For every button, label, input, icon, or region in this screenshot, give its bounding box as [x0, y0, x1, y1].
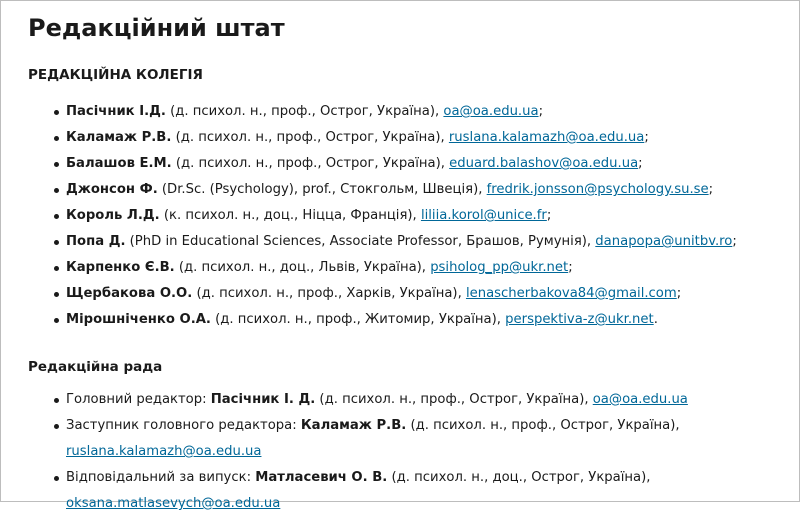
member-name: Джонсон Ф.: [66, 182, 158, 197]
member-end: ;: [568, 260, 573, 275]
editorial-board-heading: РЕДАКЦІЙНА КОЛЕГІЯ: [28, 67, 203, 83]
editorial-council-item: [66, 413, 772, 465]
council-details: (д. психол. н., проф., Острог, Україна),: [406, 418, 680, 433]
member-name: Пасічник І.Д.: [66, 104, 166, 119]
editorial-board-list: [28, 99, 772, 333]
council-role: Заступник головного редактора:: [66, 418, 301, 433]
member-end: ;: [732, 234, 737, 249]
council-role: Головний редактор:: [66, 392, 211, 407]
member-details: (д. психол. н., доц., Львів, Україна),: [174, 260, 431, 275]
member-end: ;: [546, 208, 552, 223]
member-email-link[interactable]: ruslana.kalamazh@oa.edu.ua: [448, 130, 645, 145]
council-details: (д. психол. н., проф., Острог, Україна),: [315, 392, 593, 407]
editorial-council-list: [28, 387, 772, 517]
member-name: Карпенко Є.В.: [66, 260, 175, 275]
member-email-link[interactable]: lenascherbakova84@gmail.com: [465, 286, 677, 301]
member-details: (д. психол. н., проф., Житомир, Україна),: [210, 312, 506, 327]
council-name: Матласевич О. В.: [255, 470, 388, 485]
editorial-board-member: [66, 125, 772, 151]
editorial-council-item: [66, 387, 772, 413]
member-details: (д. психол. н., проф., Острог, Україна),: [171, 156, 450, 171]
editorial-board-member: [66, 307, 772, 333]
member-email-link[interactable]: oa@oa.edu.ua: [443, 104, 539, 119]
editorial-board-member: [66, 177, 772, 203]
council-email-link[interactable]: oa@oa.edu.ua: [592, 392, 688, 407]
council-name: Пасічник І. Д.: [210, 392, 316, 407]
editorial-board-member: [66, 281, 772, 307]
member-end: ;: [644, 130, 649, 145]
council-email-link[interactable]: oksana.matlasevych@oa.edu.ua: [66, 496, 281, 511]
member-name: Щербакова О.О.: [66, 286, 193, 301]
editorial-board-member: [66, 151, 772, 177]
council-details: (д. психол. н., доц., Острог, Україна),: [387, 470, 651, 485]
member-email-link[interactable]: fredrik.jonsson@psychology.su.se: [486, 182, 709, 197]
editorial-staff-page: [1, 1, 799, 517]
member-email-link[interactable]: psiholog_pp@ukr.net: [430, 260, 569, 275]
council-role: Відповідальний за випуск:: [66, 470, 256, 485]
member-end: ;: [538, 104, 544, 119]
member-details: (PhD in Educational Sciences, Associate Professor, Брашов, Румунія),: [125, 234, 596, 249]
member-name: Каламаж Р.В.: [66, 130, 172, 145]
editorial-board-member: [66, 229, 772, 255]
member-name: Балашов Е.М.: [66, 156, 172, 171]
member-email-link[interactable]: danapopa@unitbv.ro: [595, 234, 733, 249]
editorial-board-member: [66, 203, 772, 229]
page-title: Редакційний штат: [28, 14, 285, 42]
member-details: (Dr.Sc. (Psychology), prof., Стокгольм, Швеція),: [157, 182, 487, 197]
member-email-link[interactable]: eduard.balashov@oa.edu.ua: [449, 156, 639, 171]
member-name: Мірошніченко О.А.: [66, 312, 211, 327]
editorial-board-member: [66, 99, 772, 125]
member-end: .: [653, 312, 658, 327]
member-name: Попа Д.: [66, 234, 126, 249]
member-email-link[interactable]: perspektiva-z@ukr.net: [505, 312, 654, 327]
member-end: ;: [708, 182, 714, 197]
member-details: (д. психол. н., проф., Острог, Україна),: [165, 104, 444, 119]
council-email-link[interactable]: ruslana.kalamazh@oa.edu.ua: [66, 444, 262, 459]
member-end: ;: [638, 156, 643, 171]
editorial-council-item: [66, 465, 772, 517]
member-name: Король Л.Д.: [66, 208, 160, 223]
member-details: (д. психол. н., проф., Харків, Україна),: [192, 286, 466, 301]
member-details: (д. психол. н., проф., Острог, Україна),: [171, 130, 449, 145]
member-details: (к. психол. н., доц., Ніцца, Франція),: [159, 208, 421, 223]
council-name: Каламаж Р.В.: [300, 418, 407, 433]
member-end: ;: [676, 286, 682, 301]
member-email-link[interactable]: liliia.korol@unice.fr: [420, 208, 547, 223]
editorial-council-heading: Редакційна рада: [28, 359, 163, 375]
editorial-board-member: [66, 255, 772, 281]
